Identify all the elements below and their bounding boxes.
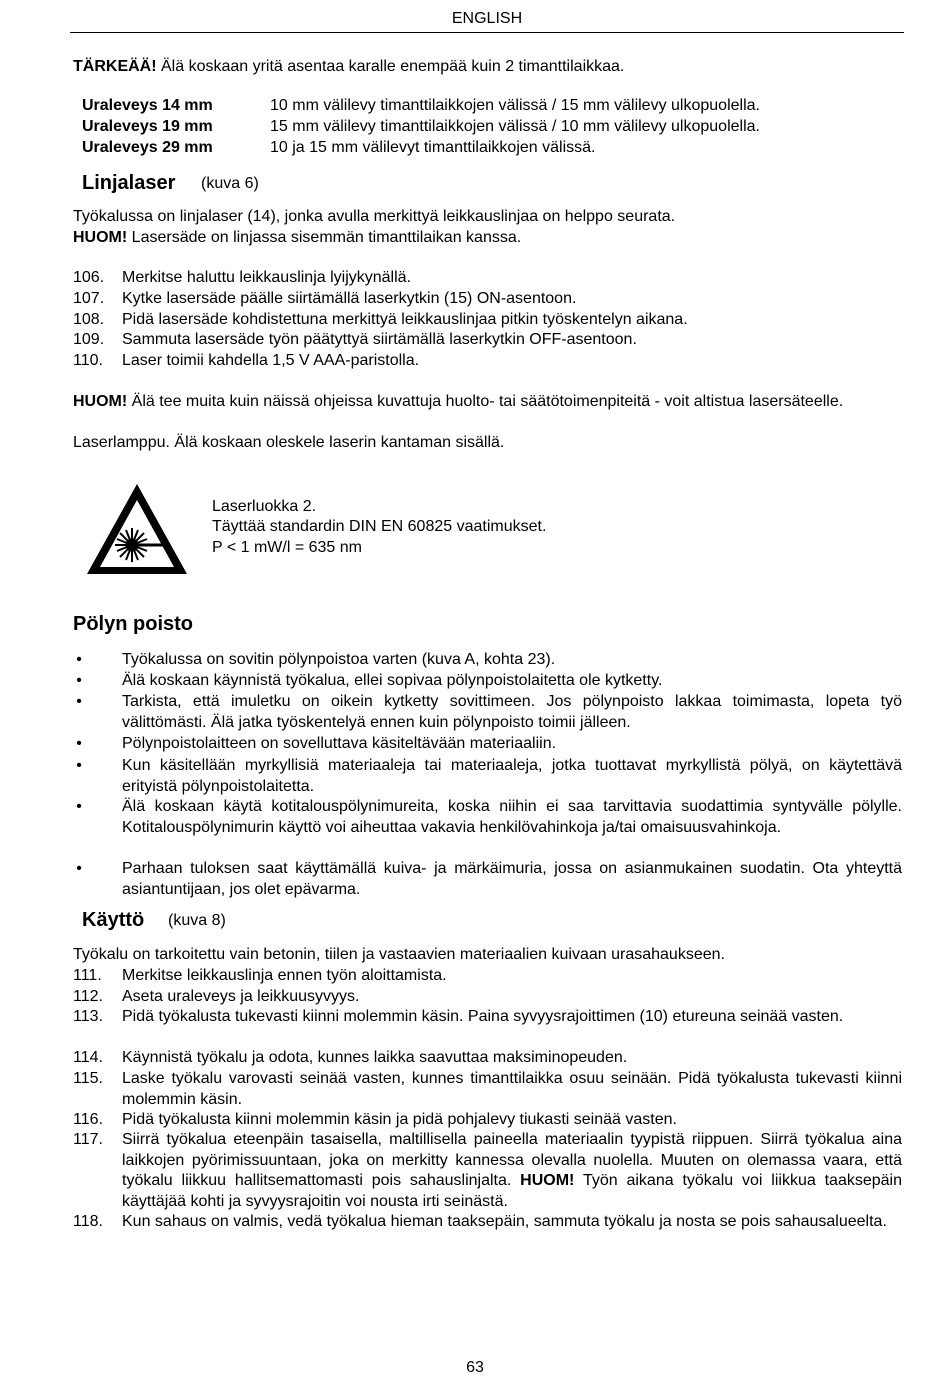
bullet: • bbox=[76, 672, 82, 689]
bullet: • bbox=[76, 651, 82, 668]
width-text-19: 15 mm välilevy timanttilaikkojen välissä / 10 mm välilevy ulkopuolella. bbox=[270, 118, 760, 135]
width-label-19: Uraleveys 19 mm bbox=[82, 118, 213, 135]
step-117-tail: Työn aikana työkalu voi liikkua taaksepäin käyttäjää kohti ja syvyysrajoitin voi nousta irti seinästä. bbox=[122, 1172, 902, 1210]
dust-heading: Pölyn poisto bbox=[73, 613, 193, 635]
dust-bullet-text: Älä koskaan käytä kotitalouspölynimureita, koska niihin ei saa tarvittavia suodattimia syntyvälle pölylle. Kotitalouspölynimurin käyttö voi aiheuttaa vakavia henkilövahinkoja ja/tai omaisuusvahinkoja. bbox=[122, 798, 902, 836]
laser-class-line: P < 1 mW/l = 635 nm bbox=[212, 539, 362, 556]
step-text-117 bbox=[122, 1130, 902, 1212]
step-117-bold: HUOM! bbox=[520, 1172, 575, 1189]
bullet: • bbox=[76, 757, 82, 774]
step-number: 116. bbox=[73, 1111, 103, 1128]
step-text: Merkitse haluttu leikkauslinja lyijykynällä. bbox=[122, 269, 412, 286]
laser-warning-paragraph bbox=[73, 392, 902, 413]
width-text-14: 10 mm välilevy timanttilaikkojen välissä / 15 mm välilevy ulkopuolella. bbox=[270, 97, 760, 114]
step-text: Laske työkalu varovasti seinää vasten, kunnes timanttilaikka osuu seinään. Pidä työkalusta tukevasti kiinni molemmin käsin. bbox=[122, 1070, 902, 1108]
step-number: 109. bbox=[73, 331, 105, 348]
laser-class-line: Täyttää standardin DIN EN 60825 vaatimukset. bbox=[212, 518, 547, 535]
step-number: 117. bbox=[73, 1131, 103, 1148]
bullet: • bbox=[76, 798, 82, 815]
width-text-29: 10 ja 15 mm välilevyt timanttilaikkojen välissä. bbox=[270, 139, 596, 156]
dust-bullet-text: Pölynpoistolaitteen on sovelluttava käsiteltävään materiaaliin. bbox=[122, 735, 557, 752]
step-number: 112. bbox=[73, 988, 103, 1005]
linjalaser-note-label: HUOM! bbox=[73, 229, 128, 246]
step-text: Merkitse leikkauslinja ennen työn aloittamista. bbox=[122, 967, 447, 984]
linjalaser-ref: (kuva 6) bbox=[201, 175, 259, 192]
laser-warning-text: Älä tee muita kuin näissä ohjeissa kuvattuja huolto- tai säätötoimenpiteitä - voit altistua lasersäteelle. bbox=[127, 393, 844, 410]
kaytto-heading: Käyttö bbox=[82, 909, 145, 931]
laser-warning-icon bbox=[84, 481, 190, 577]
bullet: • bbox=[76, 860, 82, 877]
bullet: • bbox=[76, 693, 82, 710]
step-number: 106. bbox=[73, 269, 105, 286]
laser-class-line: Laserluokka 2. bbox=[212, 498, 317, 515]
step-number: 111. bbox=[73, 967, 102, 984]
important-text: Älä koskaan yritä asentaa karalle enempää kuin 2 timanttilaikkaa. bbox=[156, 58, 625, 75]
step-number: 113. bbox=[73, 1008, 103, 1025]
linjalaser-note-text: Lasersäde on linjassa sisemmän timanttilaikan kanssa. bbox=[127, 229, 522, 246]
linjalaser-intro: Työkalussa on linjalaser (14), jonka avulla merkittyä leikkauslinjaa on helppo seurata. bbox=[73, 208, 676, 225]
step-number: 108. bbox=[73, 311, 105, 328]
step-text: Käynnistä työkalu ja odota, kunnes laikka saavuttaa maksiminopeuden. bbox=[122, 1049, 628, 1066]
step-number: 107. bbox=[73, 290, 105, 307]
kaytto-ref: (kuva 8) bbox=[168, 912, 226, 929]
step-number: 115. bbox=[73, 1070, 103, 1087]
dust-bullet-text: Älä koskaan käynnistä työkalua, ellei sopivaa pölynpoistolaitetta ole kytketty. bbox=[122, 672, 663, 689]
step-text: Pidä lasersäde kohdistettuna merkittyä leikkauslinjaa pitkin työskentelyn aikana. bbox=[122, 311, 688, 328]
step-text: Laser toimii kahdella 1,5 V AAA-paristolla. bbox=[122, 352, 420, 369]
step-number: 110. bbox=[73, 352, 103, 369]
step-text: Aseta uraleveys ja leikkuusyvyys. bbox=[122, 988, 360, 1005]
header-title: ENGLISH bbox=[451, 10, 523, 27]
kaytto-intro: Työkalu on tarkoitettu vain betonin, tiilen ja vastaavien materiaalien kuivaan urasahaukseen. bbox=[73, 946, 725, 963]
dust-bullet-text: Kun käsitellään myrkyllisiä materiaaleja tai materiaaleja, jotka tuottavat myrkyllistä pölyä, on käytettävä erityistä pölynpoistolaitetta. bbox=[122, 757, 902, 795]
dust-bullet-text: Parhaan tuloksen saat käyttämällä kuiva- ja märkäimuria, jossa on asianmukainen suodatin. Ota yhteyttä asiantuntijaan, jos olet epävarma. bbox=[122, 860, 902, 898]
step-117-text: Siirrä työkalua eteenpäin tasaisella, maltillisella paineella materiaalin tyypistä riippuen. Siirrä työkalua aina laikkojen pyörimissuuntaan, joka on merkitty kannessa olevalla nuolella. Muuten on olemassa vaara, että työkalu liikkuu hallitsemattomasti pois sahauslinjalta. bbox=[122, 1131, 902, 1189]
linjalaser-note bbox=[73, 228, 521, 248]
dust-bullet-text: Tarkista, että imuletku on oikein kytketty sovittimeen. Jos pölynpoisto lakkaa toimimasta, lopeta työ välittömästi. Älä jatka työskentelyä ennen kuin pölynpoisto toimii jälleen. bbox=[122, 693, 902, 731]
step-text: Pidä työkalusta kiinni molemmin käsin ja pidä pohjalevy tiukasti seinää vasten. bbox=[122, 1111, 677, 1128]
linjalaser-heading: Linjalaser bbox=[82, 172, 176, 194]
page-header bbox=[70, 0, 904, 33]
dust-bullet-text: Työkalussa on sovitin pölynpoistoa varten (kuva A, kohta 23). bbox=[122, 651, 556, 668]
important-note bbox=[73, 57, 624, 77]
step-text: Kun sahaus on valmis, vedä työkalua hieman taaksepäin, sammuta työkalu ja nosta se pois sahausalueelta. bbox=[122, 1213, 887, 1230]
laser-warning-line2: Laserlamppu. Älä koskaan oleskele laserin kantaman sisällä. bbox=[73, 434, 505, 451]
step-number: 118. bbox=[73, 1213, 103, 1230]
step-text: Pidä työkalusta tukevasti kiinni molemmin käsin. Paina syvyysrajoittimen (10) etureuna seinää vasten. bbox=[122, 1008, 844, 1025]
width-label-14: Uraleveys 14 mm bbox=[82, 97, 213, 114]
step-number: 114. bbox=[73, 1049, 103, 1066]
step-text: Kytke lasersäde päälle siirtämällä laserkytkin (15) ON-asentoon. bbox=[122, 290, 577, 307]
step-text: Sammuta lasersäde työn päätyttyä siirtämällä laserkytkin OFF-asentoon. bbox=[122, 331, 637, 348]
important-label: TÄRKEÄÄ! bbox=[73, 58, 157, 75]
page-number: 63 bbox=[466, 1359, 484, 1376]
laser-warning-label: HUOM! bbox=[73, 393, 128, 410]
width-label-29: Uraleveys 29 mm bbox=[82, 139, 213, 156]
bullet: • bbox=[76, 735, 82, 752]
